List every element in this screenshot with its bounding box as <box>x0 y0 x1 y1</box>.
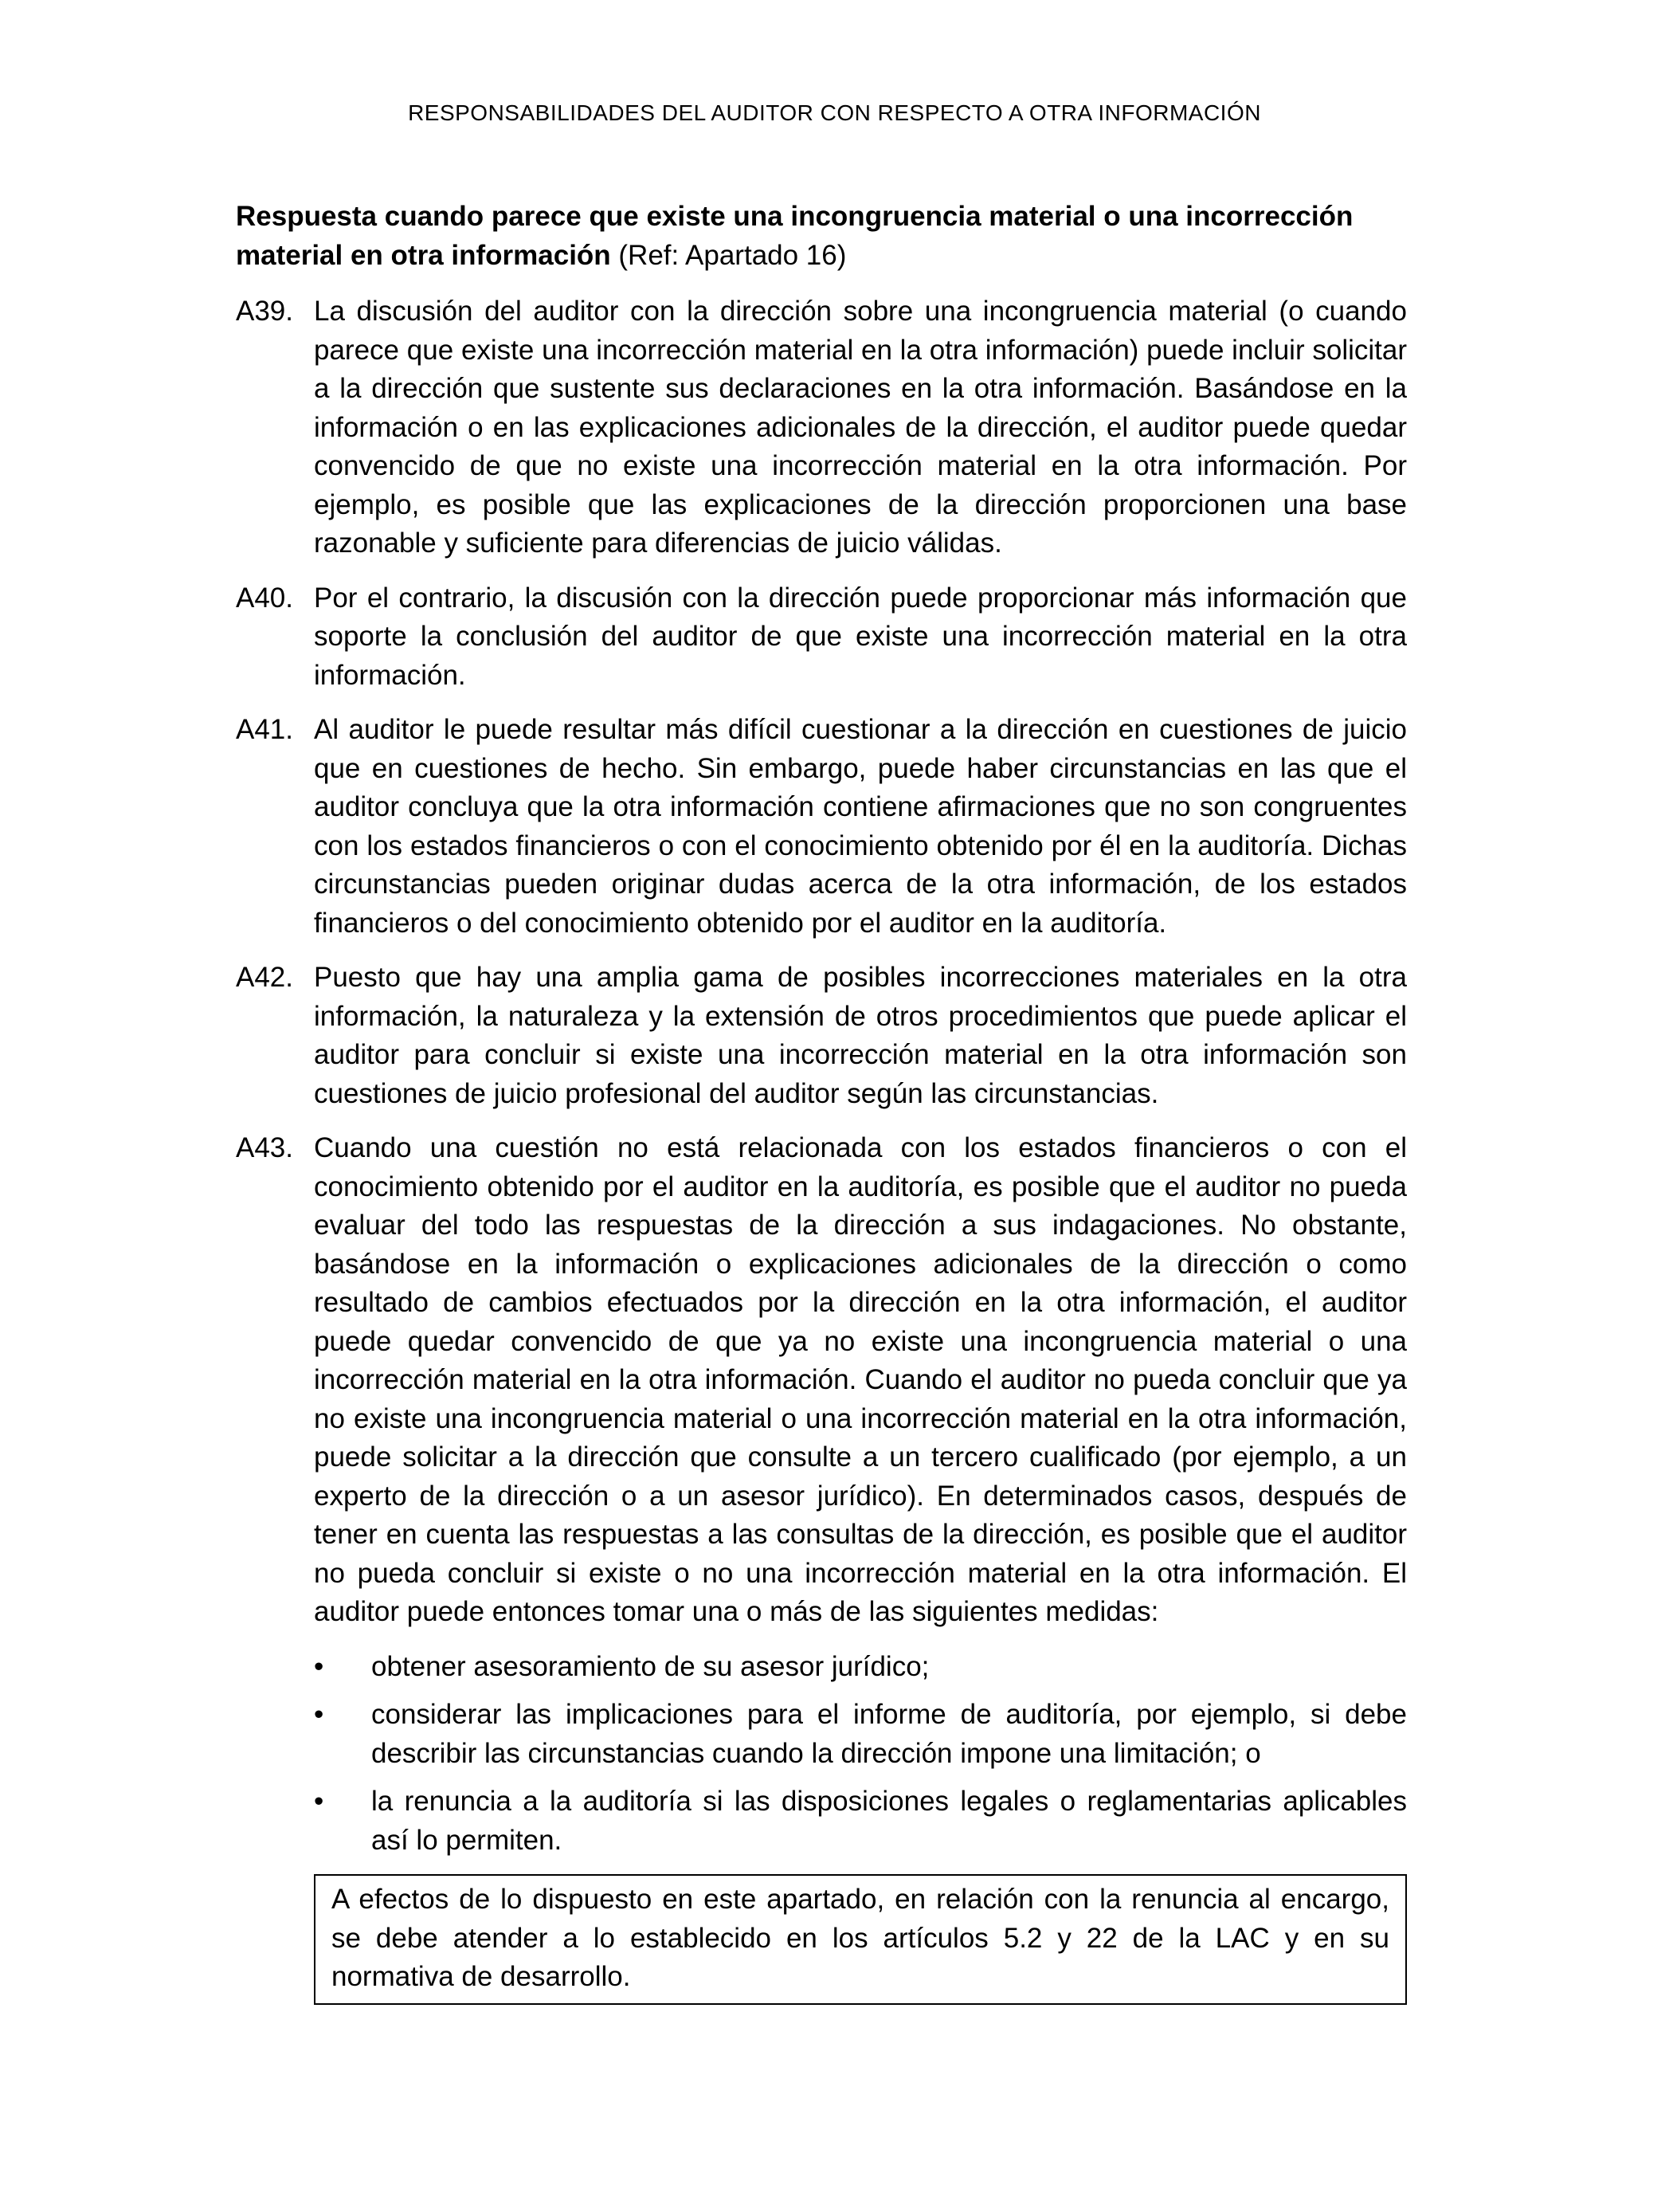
list-item <box>314 1648 1407 1687</box>
paragraph-text: Al auditor le puede resultar más difícil cuestionar a la dirección en cuestiones de juicio que en cuestiones de hecho. Sin embargo, puede haber circunstancias en las que el auditor concluya que la otra información contiene afirmaciones que no son congruentes con los estados financieros o con el conocimiento obtenido por él en la auditoría. Dichas circunstancias pueden originar dudas acerca de la otra información, de los estados financieros o del conocimiento obtenido por el auditor en la auditoría. <box>314 714 1407 939</box>
paragraph-a39 <box>236 292 1407 563</box>
list-item <box>314 1783 1407 1860</box>
list-item-text: obtener asesoramiento de su asesor jurídico; <box>371 1650 930 1682</box>
paragraph-text: Cuando una cuestión no está relacionada con los estados financieros o con el conocimiento obtenido por el auditor en la auditoría, es posible que el auditor no pueda evaluar del todo las respuestas de la dirección a sus indagaciones. No obstante, basándose en la información o explicaciones adicionales de la dirección o como resultado de cambios efectuados por la dirección en la otra información, el auditor puede quedar convencido de que ya no existe una incongruencia material o una incorrección material en la otra información. Cuando el auditor no pueda concluir que ya no existe una incongruencia material o una incorrección material en la otra información, puede solicitar a la dirección que consulte a un tercero cualificado (por ejemplo, a un experto de la dirección o a un asesor jurídico). En determinados casos, después de tener en cuenta las respuestas a las consultas de la dirección, es posible que el auditor no pueda concluir si existe o no una incorrección material en la otra información. El auditor puede entonces tomar una o más de las siguientes medidas: <box>314 1132 1407 1627</box>
paragraph-number: A39. <box>236 296 293 327</box>
section-heading-ref: (Ref: Apartado 16) <box>610 239 847 271</box>
paragraph-text: Puesto que hay una amplia gama de posibles incorrecciones materiales en la otra información, la naturaleza y la extensión de otros procedimientos que puede aplicar el auditor para concluir si existe una incorrección material en la otra información son cuestiones de juicio profesional del auditor según las circunstancias. <box>314 962 1407 1109</box>
bullet-icon: • <box>314 1650 324 1682</box>
paragraph-number: A43. <box>236 1132 293 1163</box>
paragraph-text: La discusión del auditor con la dirección sobre una incongruencia material (o cuando parece que existe una incorrección material en la otra información) puede incluir solicitar a la dirección que sustente sus declaraciones en la otra información. Basándose en la información o en las explicaciones adicionales de la dirección, el auditor puede quedar convencido de que no existe una incorrección material en la otra información. Por ejemplo, es posible que las explicaciones de la dirección proporcionen una base razonable y suficiente para diferencias de juicio válidas. <box>314 296 1407 559</box>
section-heading <box>236 198 1407 275</box>
paragraph-number: A41. <box>236 714 293 745</box>
paragraph-a41 <box>236 711 1407 943</box>
list-item-text: la renuncia a la auditoría si las disposiciones legales o reglamentarias aplicables así lo permiten. <box>371 1786 1407 1856</box>
paragraph-a43 <box>236 1129 1407 1632</box>
paragraph-text: Por el contrario, la discusión con la dirección puede proporcionar más información que soporte la conclusión del auditor de que existe una incorrección material en la otra información. <box>314 582 1407 691</box>
paragraph-a40 <box>236 579 1407 696</box>
bullet-list <box>314 1648 1407 1861</box>
paragraph-number: A40. <box>236 582 293 614</box>
note-box: A efectos de lo dispuesto en este apartado, en relación con la renuncia al encargo, se debe atender a lo establecido en los artículos 5.2 y 22 de la LAC y en su normativa de desarrollo. <box>314 1874 1407 2005</box>
running-header: RESPONSABILIDADES DEL AUDITOR CON RESPECTO A OTRA INFORMACIÓN <box>408 100 1261 125</box>
list-item <box>314 1696 1407 1773</box>
paragraph-number: A42. <box>236 962 293 993</box>
list-item-text: considerar las implicaciones para el informe de auditoría, por ejemplo, si debe describir las circunstancias cuando la dirección impone una limitación; o <box>371 1699 1407 1769</box>
section-heading-title: Respuesta cuando parece que existe una incongruencia material o una incorrección material en otra información <box>236 201 1354 271</box>
bullet-icon: • <box>314 1786 324 1817</box>
page-content <box>236 198 1407 2005</box>
bullet-icon: • <box>314 1699 324 1730</box>
paragraph-a42 <box>236 959 1407 1113</box>
